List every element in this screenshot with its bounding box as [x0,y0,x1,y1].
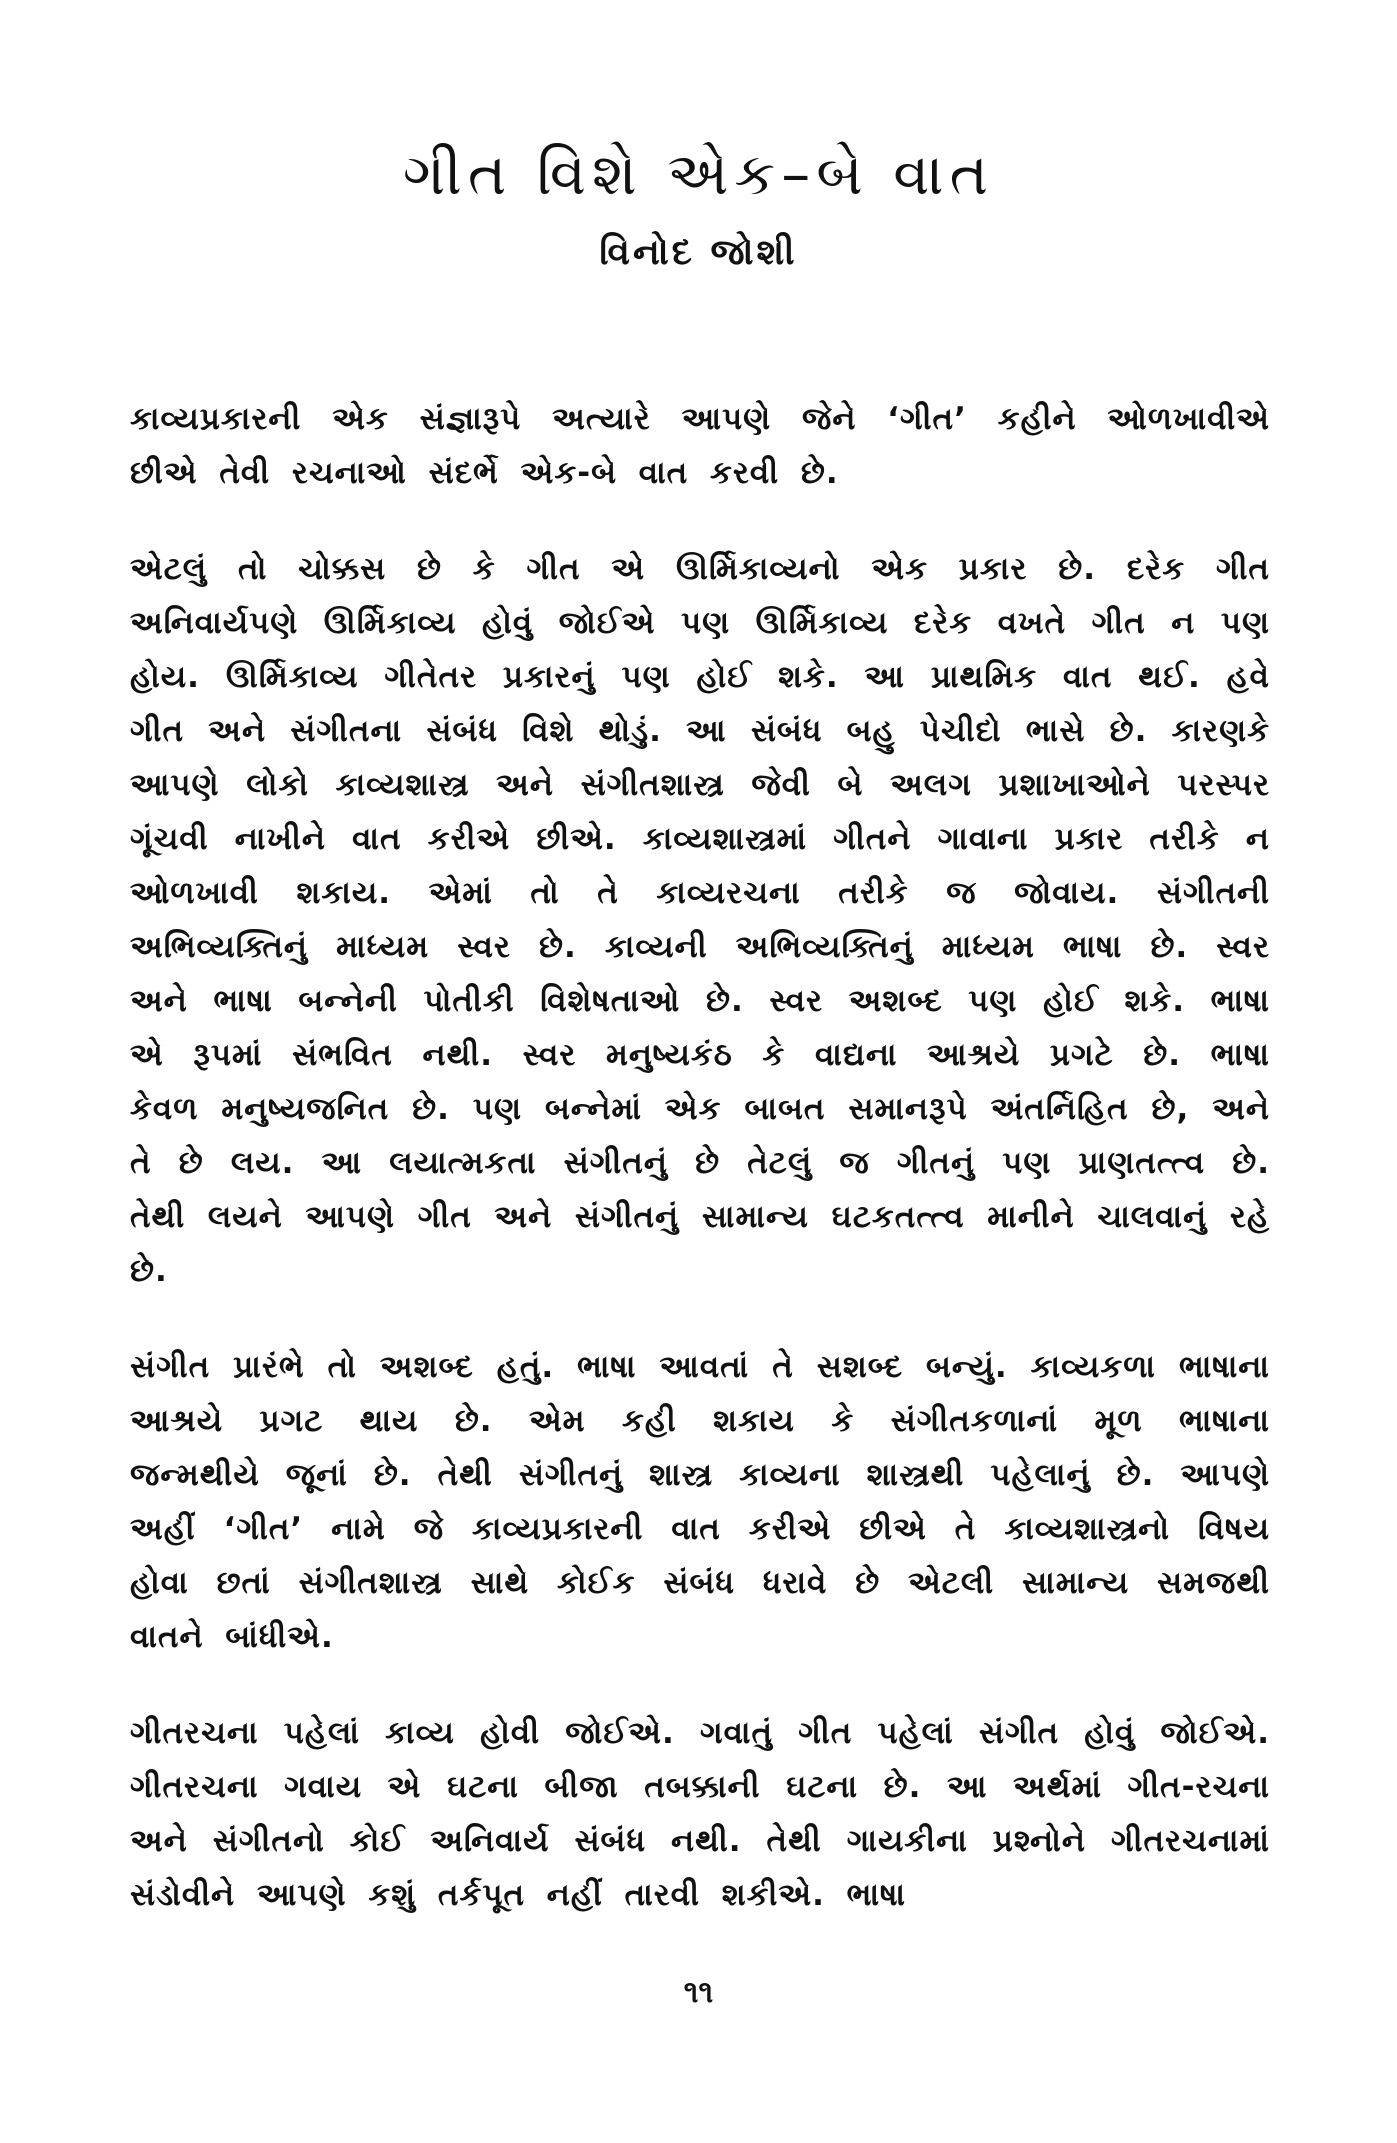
paragraph-4: ગીતરચના પહેલાં કાવ્ય હોવી જોઈએ. ગવાતું ગીત પહેલાં સંગીત હોવું જોઈએ. ગીતરચના ગવાય એ ઘટના બીજા તબક્કાની ઘટના છે. આ અર્થમાં ગીત-રચના અને સંગીતનો કોઈ અનિવાર્ય સંબંધ નથી. તેથી ગાયકીના પ્રશ્નોને ગીતરચનામાં સંડોવીને આપણે કશું તર્કપૂત નહીં તારવી શકીએ. ભાષા [130,1715,1270,1913]
paragraph-2: એટલું તો ચોક્કસ છે કે ગીત એ ઊર્મિકાવ્યનો એક પ્રકાર છે. દરેક ગીત અનિવાર્યપણે ઊર્મિકાવ્ય હોવું જોઈએ પણ ઊર્મિકાવ્ય દરેક વખતે ગીત ન પણ હોય. ઊર્મિકાવ્ય ગીતેતર પ્રકારનું પણ હોઈ શકે. આ પ્રાથમિક વાત થઈ. હવે ગીત અને સંગીતના સંબંધ વિશે થોડું. આ સંબંધ બહુ પેચીદો ભાસે છે. કારણકે આપણે લોકો કાવ્યશાસ્ત્ર અને સંગીતશાસ્ત્ર જેવી બે અલગ પ્રશાખાઓને પરસ્પર ગૂંચવી નાખીને વાત કરીએ છીએ. કાવ્યશાસ્ત્રમાં ગીતને ગાવાના પ્રકાર તરીકે ન ઓળખાવી શકાય. એમાં તો તે કાવ્યરચના તરીકે જ જોવાય. સંગીતની અભિવ્યક્તિનું માધ્યમ સ્વર છે. કાવ્યની અભિવ્યક્તિનું માધ્યમ ભાષા છે. સ્વર અને ભાષા બન્નેની પોતીકી વિશેષતાઓ છે. સ્વર અશબ્દ પણ હોઈ શકે. ભાષા એ રૂપમાં સંભવિત નથી. સ્વર મનુષ્યકંઠ કે વાદ્યના આશ્રયે પ્રગટે છે. ભાષા કેવળ મનુષ્યજનિત છે. પણ બન્નેમાં એક બાબત સમાનરૂપે અંતર્નિહિત છે, અને તે છે લય. આ લયાત્મકતા સંગીતનું છે તેટલું જ ગીતનું પણ પ્રાણતત્ત્વ છે. તેથી લયને આપણે ગીત અને સંગીતનું સામાન્ય ઘટકતત્ત્વ માનીને ચાલવાનું રહે છે. [130,551,1270,1289]
page-title: ગીત વિશે એક–બે વાત [402,140,995,208]
paragraph-1: કાવ્યપ્રકારની એક સંજ્ઞારૂપે અત્યારે આપણે જેને ‘ગીત’ કહીને ઓળખાવીએ છીએ તેવી રચનાઓ સંદર્ભે એક-બે વાત કરવી છે. [130,401,1270,491]
author-name: વિનોદ જોશી [599,232,798,273]
paragraph-3: સંગીત પ્રારંભે તો અશબ્દ હતું. ભાષા આવતાં તે સશબ્દ બન્યું. કાવ્યકળા ભાષાના આશ્રયે પ્રગટ થાય છે. એમ કહી શકાય કે સંગીતકળાનાં મૂળ ભાષાના જન્મથીયે જૂનાં છે. તેથી સંગીતનું શાસ્ત્ર કાવ્યના શાસ્ત્રથી પહેલાનું છે. આપણે અહીં ‘ગીત’ નામે જે કાવ્યપ્રકારની વાત કરીએ છીએ તે કાવ્યશાસ્ત્રનો વિષય હોવા છતાં સંગીતશાસ્ત્ર સાથે કોઈક સંબંધ ધરાવે છે એટલી સામાન્ય સમજથી વાતને બાંધીએ. [130,1349,1270,1655]
page-number: ૧૧ [683,1975,714,2010]
article-body [130,392,1270,1964]
